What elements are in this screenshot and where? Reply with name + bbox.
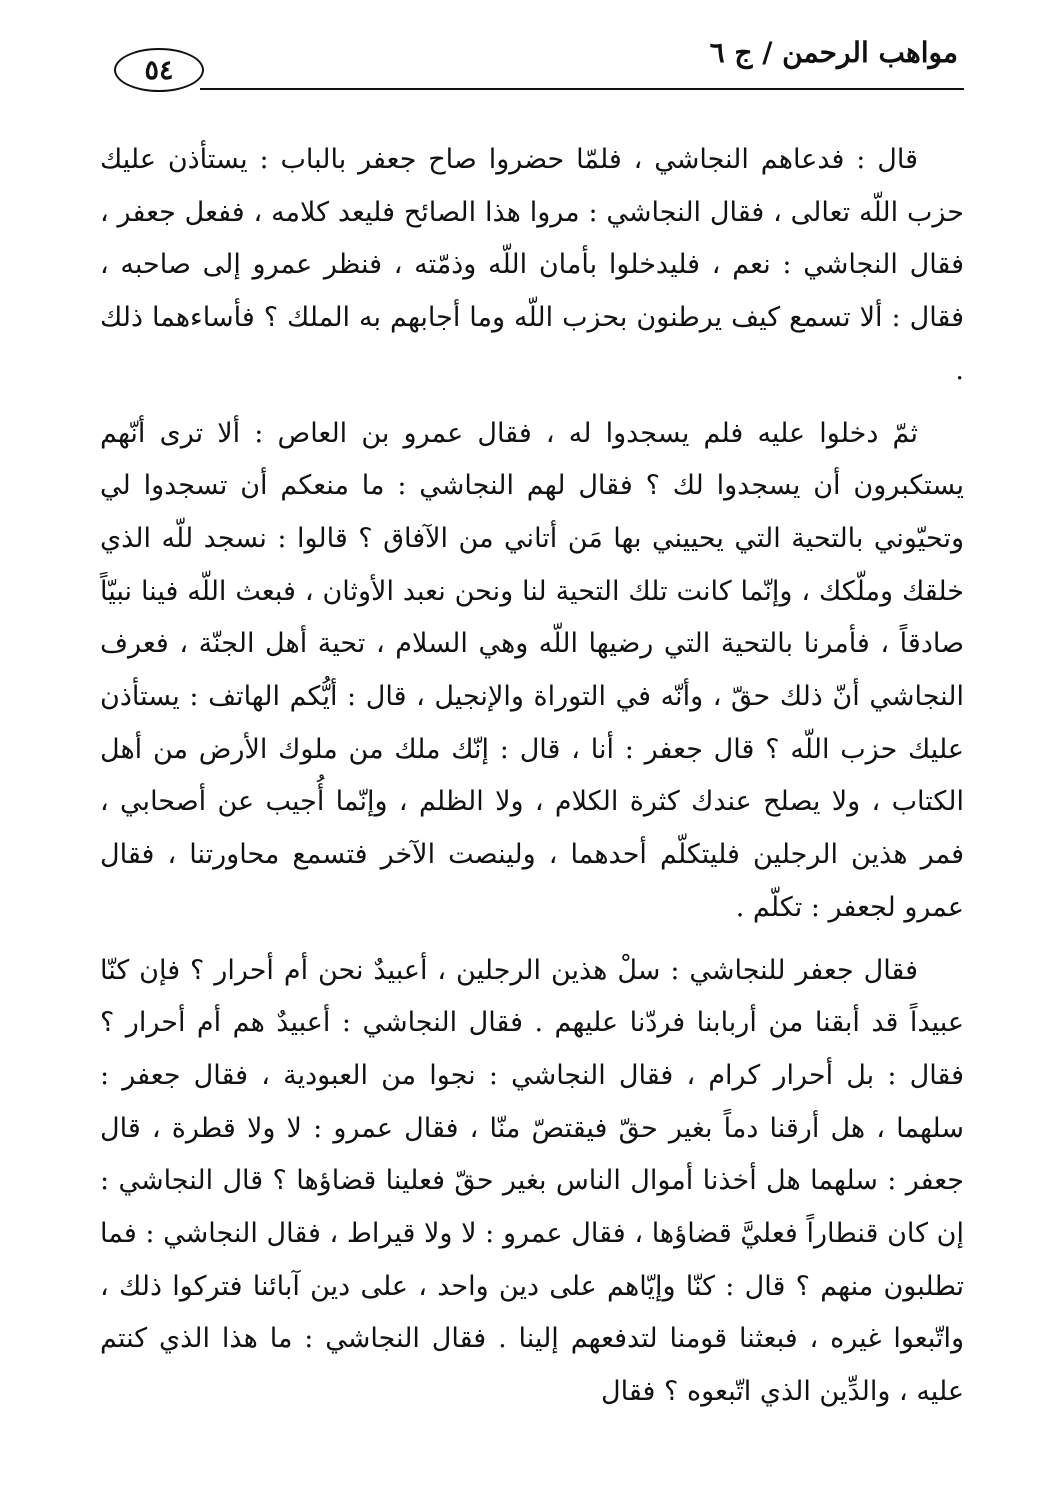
paragraph: ثمّ دخلوا عليه فلم يسجدوا له ، فقال عمرو بن العاص : ألا ترى أنّهم يستكبرون أن يسجدوا لك ؟ فقال لهم النجاشي : ما منعكم أن تسجدوا لي وتحيّوني بالتحية التي يحييني بها مَن أتاني من الآفاق ؟ قالوا : نسجد للّه الذي خلقك وملّكك ، وإنّما كانت تلك التحية لنا ونحن نعبد الأوثان ، فبعث اللّه فينا نبيّاً صادقاً ، فأمرنا بالتحية التي رضيها اللّه وهي السلام ، تحية أهل الجنّة ، فعرف النجاشي أنّ ذلك حقّ ، وأنّه في التوراة والإنجيل ، قال : أيُّكم الهاتف : يستأذن عليك حزب اللّه ؟ قال جعفر : أنا ، قال : إنّك ملك من ملوك الأرض من أهل الكتاب ، ولا يصلح عندك كثرة الكلام ، ولا الظلم ، وإنّما أُجيب عن أصحابي ، فمر هذين الرجلين فليتكلّم أحدهما ، ولينصت الآخر فتسمع محاورتنا ، فقال عمرو لجعفر : تكلّم . bbox=[100, 417, 964, 923]
paragraph: فقال جعفر للنجاشي : سلْ هذين الرجلين ، أعبيدٌ نحن أم أحرار ؟ فإن كنّا عبيداً قد أبقنا من أربابنا فردّنا عليهم . فقال النجاشي : أعبيدٌ هم أم أحرار ؟ فقال : بل أحرار كرام ، فقال النجاشي : نجوا من العبودية ، فقال جعفر : سلهما ، هل أرقنا دماً بغير حقّ فيقتصّ منّا ، فقال عمرو : لا ولا قطرة ، قال جعفر : سلهما هل أخذنا أموال الناس بغير حقّ فعلينا قضاؤها ؟ قال النجاشي : إن كان قنطاراً فعليَّ قضاؤها ، فقال عمرو : لا ولا قيراط ، فقال النجاشي : فما تطلبون منهم ؟ قال : كنّا وإيّاهم على دين واحد ، على دين آبائنا فتركوا ذلك ، واتّبعوا غيره ، فبعثنا قومنا لتدفعهم إلينا . فقال النجاشي : ما هذا الذي كنتم عليه ، والدِّين الذي اتّبعوه ؟ فقال bbox=[100, 954, 964, 1408]
running-title: مواهب الرحمن / ج ٦ bbox=[709, 36, 958, 69]
header-divider bbox=[200, 88, 964, 90]
body-text bbox=[100, 134, 964, 1419]
page-header bbox=[100, 36, 964, 92]
paragraph: قال : فدعاهم النجاشي ، فلمّا حضروا صاح جعفر بالباب : يستأذن عليك حزب اللّه تعالى ، فقال النجاشي : مروا هذا الصائح فليعد كلامه ، ففعل جعفر ، فقال النجاشي : نعم ، فليدخلوا بأمان اللّه وذمّته ، فنظر عمرو إلى صاحبه ، فقال : ألا تسمع كيف يرطنون بحزب اللّه وما أجابهم به الملك ؟ فأساءهما ذلك . bbox=[100, 144, 964, 386]
page-number: ٥٤ bbox=[144, 54, 174, 86]
page-number-oval bbox=[114, 48, 204, 92]
